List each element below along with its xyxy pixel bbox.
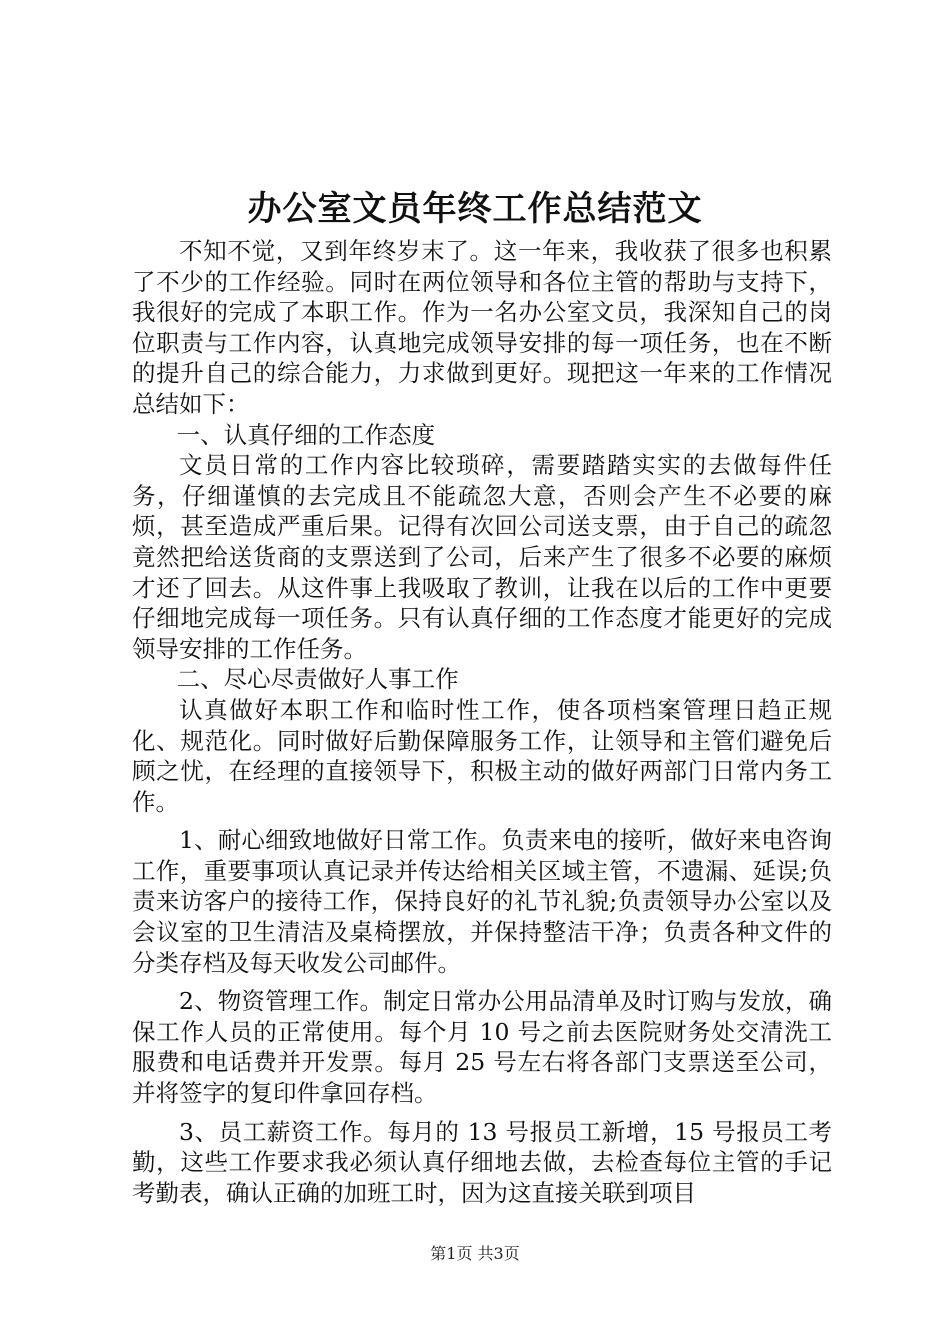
- paragraph-section-2: 认真做好本职工作和临时性工作，使各项档案管理日趋正规化、规范化。同时做好后勤保障服务工作，让领导和主管们避免后顾之忧，在经理的直接领导下，积极主动的做好两部门日常内务工作。: [132, 695, 832, 816]
- page-number-footer: 第1页 共3页: [430, 1244, 520, 1263]
- document-body: [132, 236, 832, 1208]
- paragraph-section-1: 文员日常的工作内容比较琐碎，需要踏踏实实的去做每件任务，仔细谨慎的去完成且不能疏忽大意，否则会产生不必要的麻烦，甚至造成严重后果。记得有次回公司送支票，由于自己的疏忽竟然把给送货商的支票送到了公司，后来产生了很多不必要的麻烦才还了回去。从这件事上我吸取了教训，让我在以后的工作中更要仔细地完成每一项任务。只有认真仔细的工作态度才能更好的完成领导安排的工作任务。: [132, 451, 832, 663]
- paragraph-item-3: 3、员工薪资工作。每月的 13 号报员工新增，15 号报员工考勤，这些工作要求我必须认真仔细地去做，去检查每位主管的手记考勤表，确认正确的加班工时，因为这直接关联到项目: [132, 1117, 832, 1207]
- paragraph-item-1: 1、耐心细致地做好日常工作。负责来电的接听，做好来电咨询工作，重要事项认真记录并传达给相关区域主管，不遗漏、延误;负责来访客户的接待工作，保持良好的礼节礼貌;负责领导办公室以及会议室的卫生清洁及桌椅摆放，并保持整洁干净；负责各种文件的分类存档及每天收发公司邮件。: [132, 826, 832, 977]
- section-heading-2: 二、尽心尽责做好人事工作: [176, 665, 459, 694]
- paragraph-item-2: 2、物资管理工作。制定日常办公用品清单及时订购与发放，确保工作人员的正常使用。每个月 10 号之前去医院财务处交清洗工服费和电话费并开发票。每月 25 号左右将各部门支票送至公司，并将签字的复印件拿回存档。: [132, 987, 832, 1108]
- paragraph-intro: 不知不觉，又到年终岁末了。这一年来，我收获了很多也积累了不少的工作经验。同时在两位领导和各位主管的帮助与支持下，我很好的完成了本职工作。作为一名办公室文员，我深知自己的岗位职责与工作内容，认真地完成领导安排的每一项任务，也在不断的提升自己的综合能力，力求做到更好。现把这一年来的工作情况总结如下：: [132, 237, 832, 418]
- document-title: 办公室文员年终工作总结范文: [247, 189, 703, 229]
- section-heading-1: 一、认真仔细的工作态度: [176, 420, 436, 449]
